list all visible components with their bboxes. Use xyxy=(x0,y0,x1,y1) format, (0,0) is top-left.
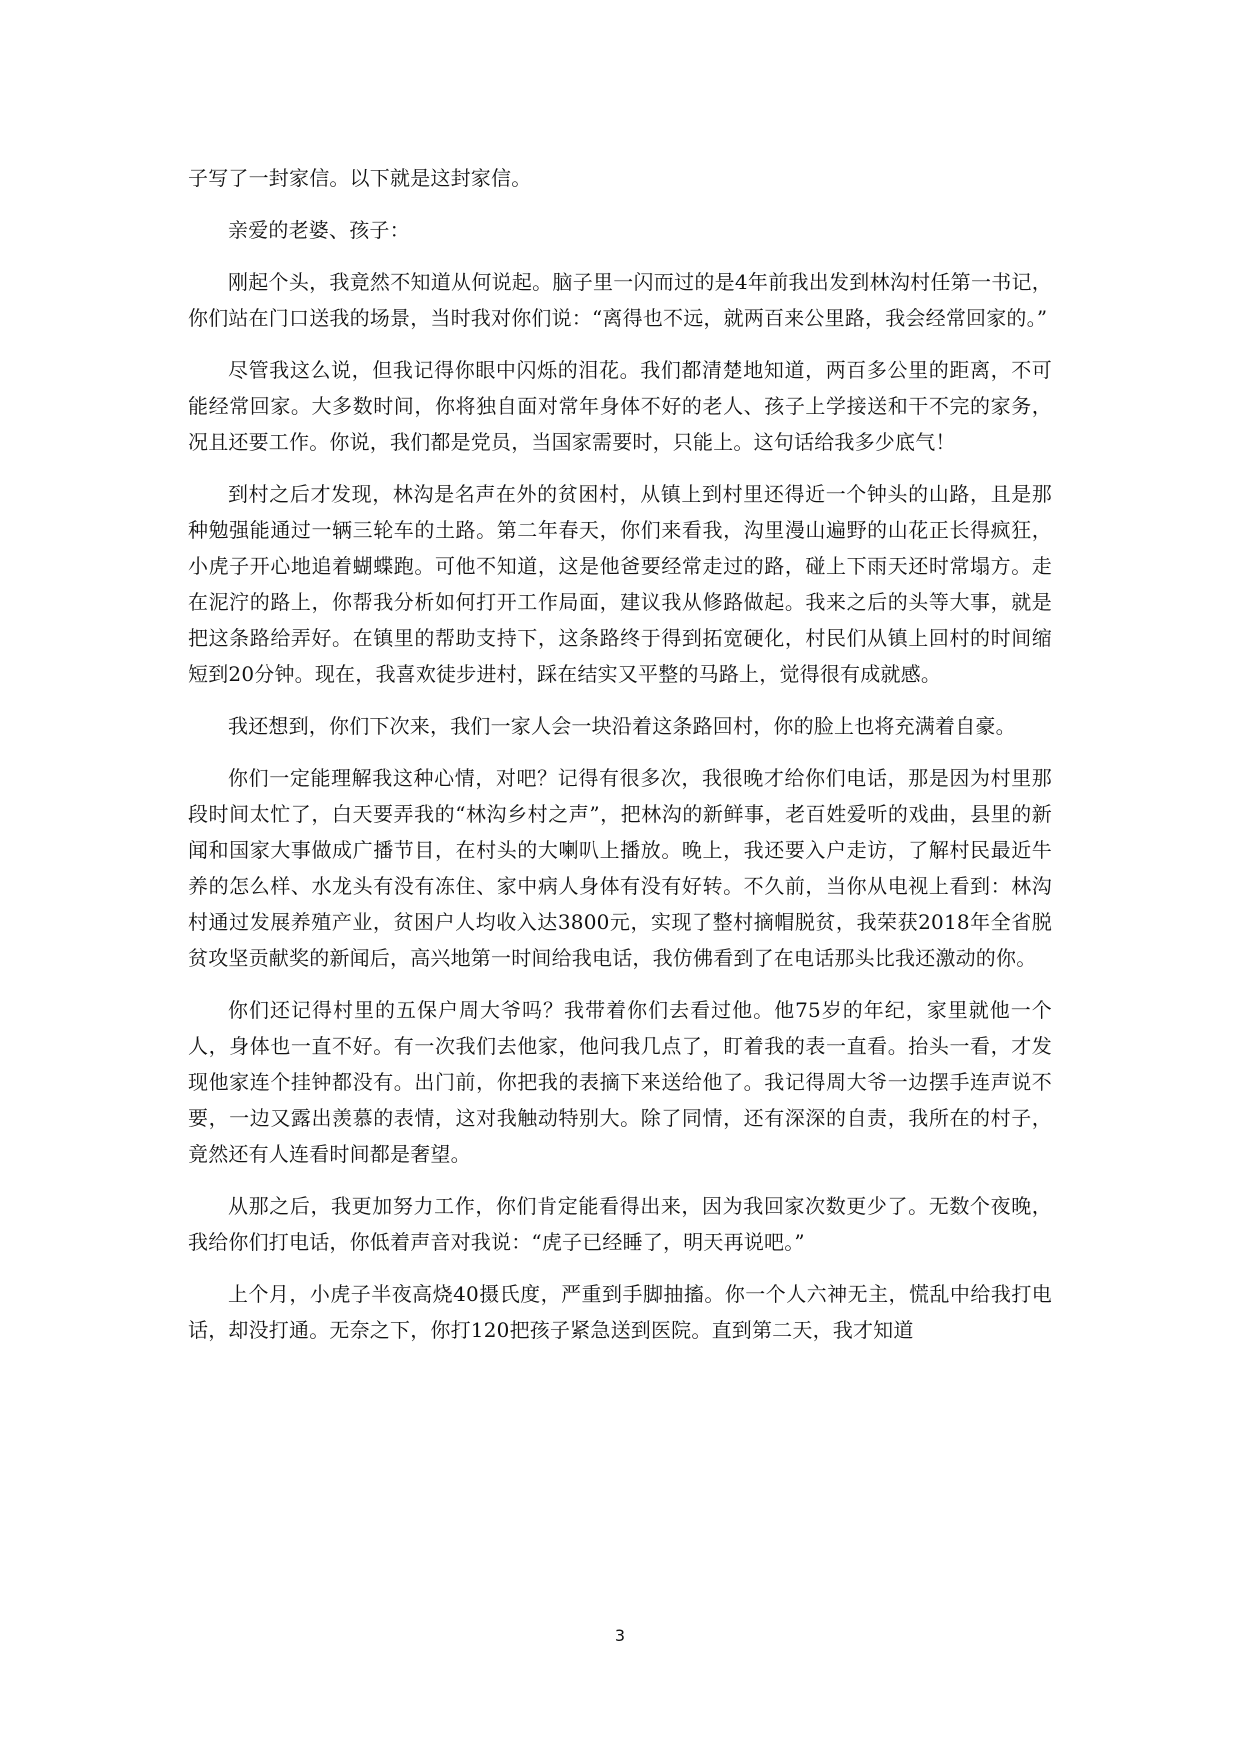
document-body xyxy=(188,160,1052,1364)
paragraph: 刚起个头，我竟然不知道从何说起。脑子里一闪而过的是4年前我出发到林沟村任第一书记，你们站在门口送我的场景，当时我对你们说：“离得也不远，就两百来公里路，我会经常回家的。” xyxy=(188,270,1052,330)
paragraph: 到村之后才发现，林沟是名声在外的贫困村，从镇上到村里还得近一个钟头的山路，且是那种勉强能通过一辆三轮车的土路。第二年春天，你们来看我，沟里漫山遍野的山花正长得疯狂，小虎子开心地追着蝴蝶跑。可他不知道，这是他爸要经常走过的路，碰上下雨天还时常塌方。走在泥泞的路上，你帮我分析如何打开工作局面，建议我从修路做起。我来之后的头等大事，就是把这条路给弄好。在镇里的帮助支持下，这条路终于得到拓宽硬化，村民们从镇上回村的时间缩短到20分钟。现在，我喜欢徒步进村，踩在结实又平整的马路上，觉得很有成就感。 xyxy=(188,482,1052,686)
paragraph: 我还想到，你们下次来，我们一家人会一块沿着这条路回村，你的脸上也将充满着自豪。 xyxy=(228,714,1016,738)
paragraph: 你们还记得村里的五保户周大爷吗？我带着你们去看过他。他75岁的年纪，家里就他一个人，身体也一直不好。有一次我们去他家，他问我几点了，盯着我的表一直看。抬头一看，才发现他家连个挂钟都没有。出门前，你把我的表摘下来送给他了。我记得周大爷一边摆手连声说不要，一边又露出羡慕的表情，这对我触动特别大。除了同情，还有深深的自责，我所在的村子，竟然还有人连看时间都是奢望。 xyxy=(188,998,1052,1166)
paragraph-continuation: 子写了一封家信。以下就是这封家信。 xyxy=(188,166,532,190)
paragraph: 从那之后，我更加努力工作，你们肯定能看得出来，因为我回家次数更少了。无数个夜晚，我给你们打电话，你低着声音对我说：“虎子已经睡了，明天再说吧。” xyxy=(188,1194,1052,1254)
paragraph: 上个月，小虎子半夜高烧40摄氏度，严重到手脚抽搐。你一个人六神无主，慌乱中给我打电话，却没打通。无奈之下，你打120把孩子紧急送到医院。直到第二天，我才知道 xyxy=(188,1282,1052,1342)
paragraph: 尽管我这么说，但我记得你眼中闪烁的泪花。我们都清楚地知道，两百多公里的距离，不可能经常回家。大多数时间，你将独自面对常年身体不好的老人、孩子上学接送和干不完的家务，况且还要工作。你说，我们都是党员，当国家需要时，只能上。这句话给我多少底气！ xyxy=(188,358,1052,454)
page-number: 3 xyxy=(614,1626,626,1645)
paragraph: 你们一定能理解我这种心情，对吧？记得有很多次，我很晚才给你们电话，那是因为村里那段时间太忙了，白天要弄我的“林沟乡村之声”，把林沟的新鲜事，老百姓爱听的戏曲，县里的新闻和国家大事做成广播节目，在村头的大喇叭上播放。晚上，我还要入户走访，了解村民最近牛养的怎么样、水龙头有没有冻住、家中病人身体有没有好转。不久前，当你从电视上看到：林沟村通过发展养殖产业，贫困户人均收入达3800元，实现了整村摘帽脱贫，我荣获2018年全省脱贫攻坚贡献奖的新闻后，高兴地第一时间给我电话，我仿佛看到了在电话那头比我还激动的你。 xyxy=(188,766,1052,970)
paragraph-salutation: 亲爱的老婆、孩子： xyxy=(228,218,410,242)
